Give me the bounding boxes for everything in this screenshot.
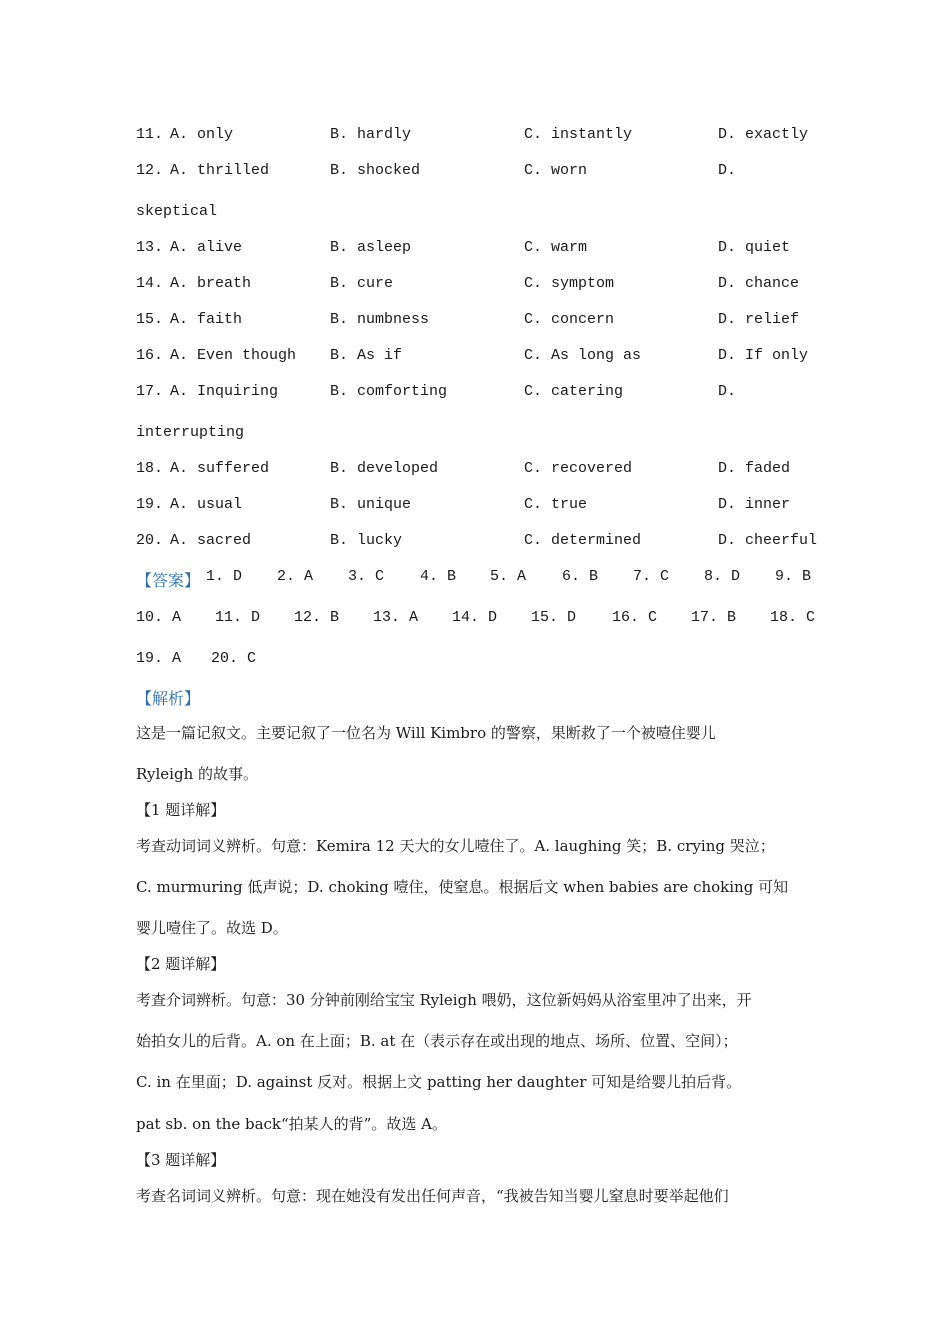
option-a: A. breath — [170, 275, 252, 292]
analysis-text-line: Ryleigh 的故事。 — [136, 765, 259, 783]
answer-label: 【答案】 — [136, 571, 201, 590]
answer-item: 1. D — [206, 568, 243, 585]
option-d: D. exactly — [718, 126, 809, 143]
answer-item: 17. B — [691, 609, 737, 626]
option-b: B. comforting — [330, 383, 448, 400]
answer-item: 16. C — [612, 609, 658, 626]
question-number: 17. — [136, 383, 164, 400]
answer-item: 11. D — [215, 609, 261, 626]
answer-item: 6. B — [562, 568, 599, 585]
option-d: D. — [718, 383, 737, 400]
question-number: 12. — [136, 162, 164, 179]
answer-item: 7. C — [633, 568, 670, 585]
analysis-label: 【解析】 — [136, 689, 201, 708]
option-a: A. alive — [170, 239, 243, 256]
option-c: C. true — [524, 496, 588, 513]
question-number: 13. — [136, 239, 164, 256]
option-continuation: skeptical — [136, 203, 218, 220]
section-heading: 【3 题详解】 — [136, 1151, 226, 1169]
answer-item: 3. C — [348, 568, 385, 585]
option-c: C. worn — [524, 162, 588, 179]
answer-item: 19. A — [136, 650, 182, 667]
question-number: 16. — [136, 347, 164, 364]
analysis-text-line: 婴儿噎住了。故选 D。 — [136, 919, 288, 937]
option-d: D. inner — [718, 496, 791, 513]
option-b: B. As if — [330, 347, 403, 364]
answer-item: 20. C — [211, 650, 257, 667]
option-d: D. If only — [718, 347, 809, 364]
option-d: D. faded — [718, 460, 791, 477]
option-b: B. developed — [330, 460, 439, 477]
option-c: C. determined — [524, 532, 642, 549]
answer-item: 9. B — [775, 568, 812, 585]
option-a: A. usual — [170, 496, 243, 513]
question-number: 11. — [136, 126, 164, 143]
question-number: 14. — [136, 275, 164, 292]
section-heading: 【1 题详解】 — [136, 801, 226, 819]
option-b: B. numbness — [330, 311, 430, 328]
analysis-text-line: 考查名词词义辨析。句意：现在她没有发出任何声音，“我被告知当婴儿窒息时要举起他们 — [136, 1187, 729, 1205]
question-number: 15. — [136, 311, 164, 328]
option-d: D. quiet — [718, 239, 791, 256]
option-continuation: interrupting — [136, 424, 245, 441]
answer-item: 14. D — [452, 609, 498, 626]
option-b: B. unique — [330, 496, 412, 513]
answer-item: 15. D — [531, 609, 577, 626]
answer-item: 18. C — [770, 609, 816, 626]
option-c: C. instantly — [524, 126, 633, 143]
option-c: C. recovered — [524, 460, 633, 477]
option-a: A. Even though — [170, 347, 297, 364]
analysis-text-line: 始拍女儿的后背。A. on 在上面；B. at 在（表示存在或出现的地点、场所、位置、空间）； — [136, 1032, 738, 1050]
option-c: C. As long as — [524, 347, 642, 364]
option-c: C. catering — [524, 383, 624, 400]
option-b: B. shocked — [330, 162, 421, 179]
question-number: 18. — [136, 460, 164, 477]
option-c: C. concern — [524, 311, 615, 328]
option-d: D. relief — [718, 311, 800, 328]
option-a: A. thrilled — [170, 162, 270, 179]
option-a: A. suffered — [170, 460, 270, 477]
option-a: A. only — [170, 126, 234, 143]
option-b: B. cure — [330, 275, 394, 292]
question-number: 19. — [136, 496, 164, 513]
option-c: C. symptom — [524, 275, 615, 292]
analysis-text-line: 考查介词辨析。句意：30 分钟前刚给宝宝 Ryleigh 喂奶，这位新妈妈从浴室里冲了出来，开 — [136, 991, 752, 1009]
answer-item: 5. A — [490, 568, 527, 585]
answer-item: 10. A — [136, 609, 182, 626]
option-c: C. warm — [524, 239, 588, 256]
analysis-text-line: C. murmuring 低声说；D. choking 噎住，使窒息。根据后文 when babies are choking 可知 — [136, 878, 789, 896]
option-a: A. faith — [170, 311, 243, 328]
analysis-text-line: 考查动词词义辨析。句意：Kemira 12 天大的女儿噎住了。A. laughing 笑；B. crying 哭泣； — [136, 837, 775, 855]
option-b: B. hardly — [330, 126, 412, 143]
option-a: A. Inquiring — [170, 383, 279, 400]
option-d: D. chance — [718, 275, 800, 292]
answer-item: 2. A — [277, 568, 314, 585]
answer-item: 13. A — [373, 609, 419, 626]
option-a: A. sacred — [170, 532, 252, 549]
option-d: D. — [718, 162, 737, 179]
analysis-text-line: 这是一篇记叙文。主要记叙了一位名为 Will Kimbro 的警察，果断救了一个被噎住婴儿 — [136, 724, 716, 742]
question-number: 20. — [136, 532, 164, 549]
analysis-text-line: pat sb. on the back“拍某人的背”。故选 A。 — [136, 1115, 447, 1133]
option-b: B. asleep — [330, 239, 412, 256]
section-heading: 【2 题详解】 — [136, 955, 226, 973]
analysis-text-line: C. in 在里面；D. against 反对。根据上文 patting her daughter 可知是给婴儿拍后背。 — [136, 1073, 742, 1091]
option-d: D. cheerful — [718, 532, 818, 549]
answer-item: 8. D — [704, 568, 741, 585]
answer-item: 12. B — [294, 609, 340, 626]
option-b: B. lucky — [330, 532, 403, 549]
answer-item: 4. B — [420, 568, 457, 585]
